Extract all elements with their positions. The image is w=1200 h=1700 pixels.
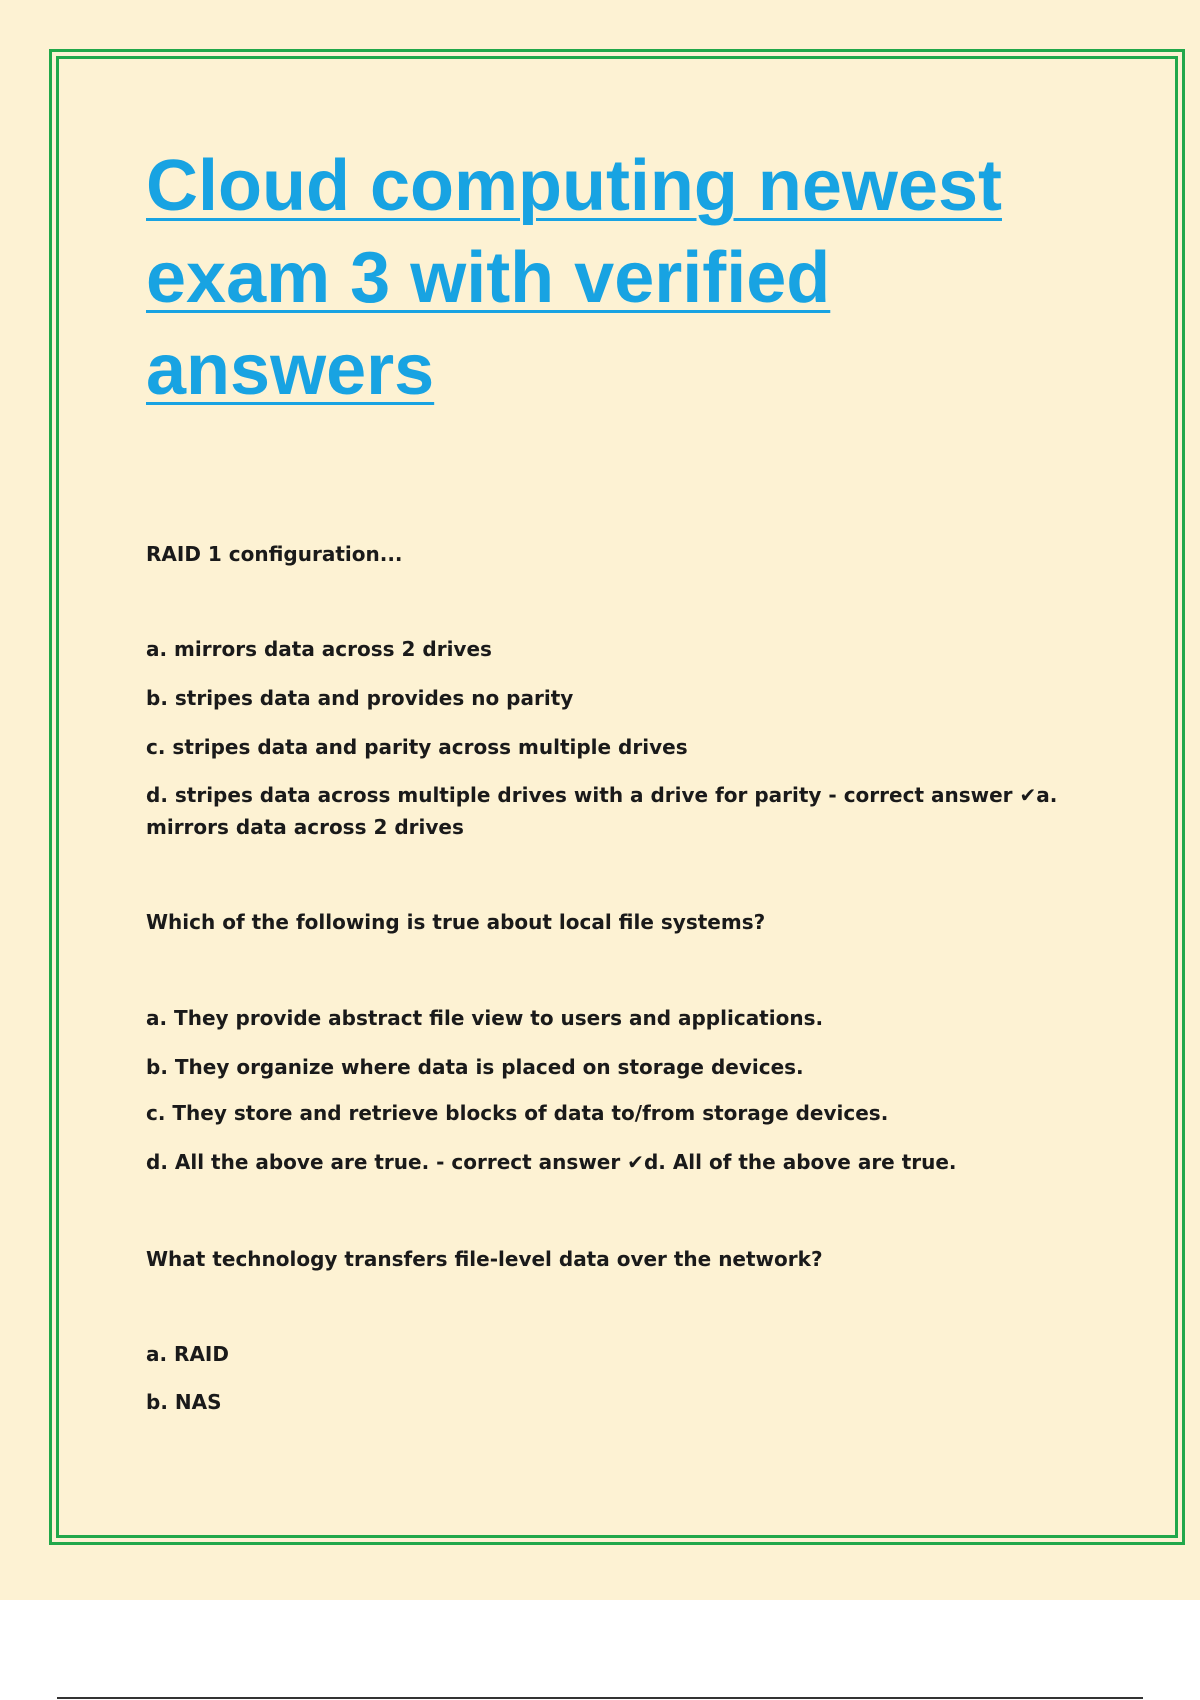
question-2-option-d-answer: d. All the above are true. - correct answer ✔d. All of the above are true.	[146, 1150, 957, 1174]
document-title: Cloud computing newest exam 3 with verified answers	[146, 146, 1002, 410]
question-1-option-b: b. stripes data and provides no parity	[146, 686, 574, 710]
question-2-option-b: b. They organize where data is placed on storage devices.	[146, 1055, 804, 1079]
question-1-option-c: c. stripes data and parity across multiple drives	[146, 735, 688, 759]
question-2-option-a: a. They provide abstract file view to users and applications.	[146, 1006, 824, 1030]
footer-divider	[57, 1697, 1143, 1699]
question-1-option-d-answer: d. stripes data across multiple drives with a drive for parity - correct answer ✔a. mirrors data across 2 drives	[146, 783, 1058, 839]
question-1-prompt: RAID 1 configuration...	[146, 542, 403, 566]
question-2-option-c: c. They store and retrieve blocks of data to/from storage devices.	[146, 1101, 889, 1125]
question-1-option-a: a. mirrors data across 2 drives	[146, 637, 492, 661]
question-3-prompt: What technology transfers file-level data over the network?	[146, 1247, 823, 1271]
question-2-prompt: Which of the following is true about local file systems?	[146, 910, 766, 934]
question-3-option-a: a. RAID	[146, 1342, 229, 1366]
question-3-option-b: b. NAS	[146, 1390, 222, 1414]
